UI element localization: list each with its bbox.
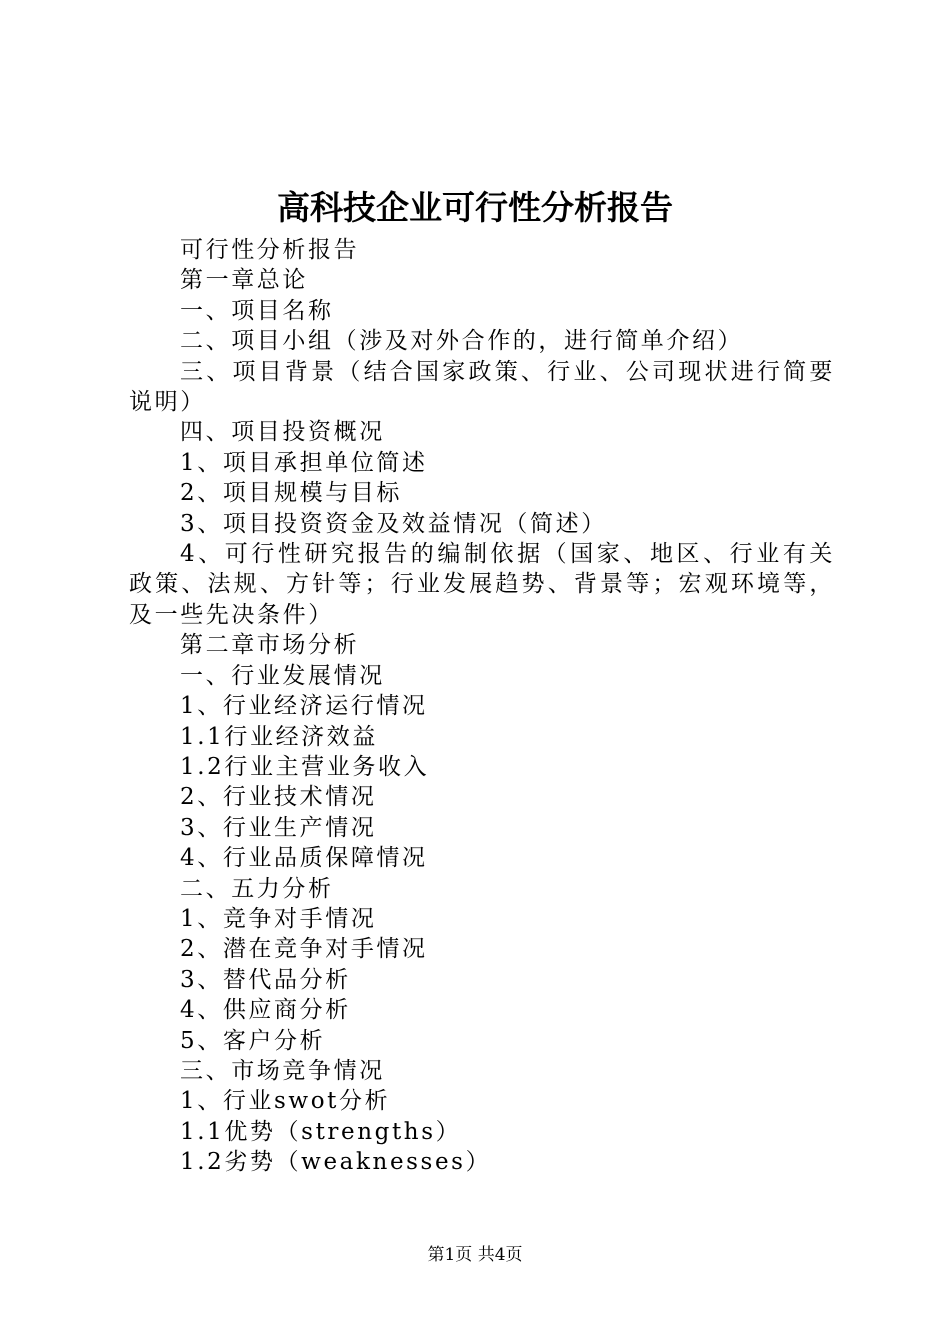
- paragraph: 二、五力分析: [180, 875, 334, 902]
- paragraph: 1.1行业经济效益: [180, 723, 378, 750]
- paragraph: 3、项目投资资金及效益情况（简述）: [180, 510, 607, 537]
- paragraph: 4、行业品质保障情况: [180, 845, 428, 872]
- paragraph: 1.2劣势（weaknesses）: [180, 1149, 492, 1176]
- paragraph: 1.2行业主营业务收入: [180, 753, 430, 780]
- paragraph: 1、行业swot分析: [180, 1088, 391, 1115]
- paragraph: 4、可行性研究报告的编制依据（国家、地区、行业有关政策、法规、方针等；行业发展趋势、背景等；宏观环境等，及一些先决条件）: [129, 541, 835, 628]
- paragraph: 可行性分析报告: [180, 237, 360, 263]
- paragraph: 三、市场竞争情况: [180, 1057, 385, 1084]
- paragraph: 1.1优势（strengths）: [180, 1118, 462, 1145]
- paragraph: 一、行业发展情况: [180, 662, 385, 689]
- paragraph: 二、项目小组（涉及对外合作的，进行简单介绍）: [180, 328, 744, 355]
- paragraph: 四、项目投资概况: [180, 419, 385, 446]
- paragraph: 1、项目承担单位简述: [180, 449, 428, 476]
- paragraph: 2、项目规模与目标: [180, 480, 403, 507]
- paragraph: 三、项目背景（结合国家政策、行业、公司现状进行简要说明）: [129, 358, 835, 416]
- paragraph: 一、项目名称: [180, 297, 334, 324]
- paragraph: 3、行业生产情况: [180, 814, 377, 841]
- paragraph: 1、行业经济运行情况: [180, 693, 428, 720]
- paragraph: 3、替代品分析: [180, 966, 351, 993]
- page-number-footer: 第1页 共4页: [427, 1245, 523, 1265]
- chapter-heading: 第二章市场分析: [180, 632, 360, 659]
- paragraph: 2、潜在竞争对手情况: [180, 936, 428, 963]
- paragraph: 2、行业技术情况: [180, 784, 377, 811]
- document-body: [129, 235, 835, 1178]
- paragraph: 1、竞争对手情况: [180, 905, 377, 932]
- document-title: 高科技企业可行性分析报告: [277, 188, 673, 227]
- chapter-heading: 第一章总论: [180, 267, 308, 294]
- paragraph: 5、客户分析: [180, 1027, 326, 1054]
- paragraph: 4、供应商分析: [180, 997, 351, 1024]
